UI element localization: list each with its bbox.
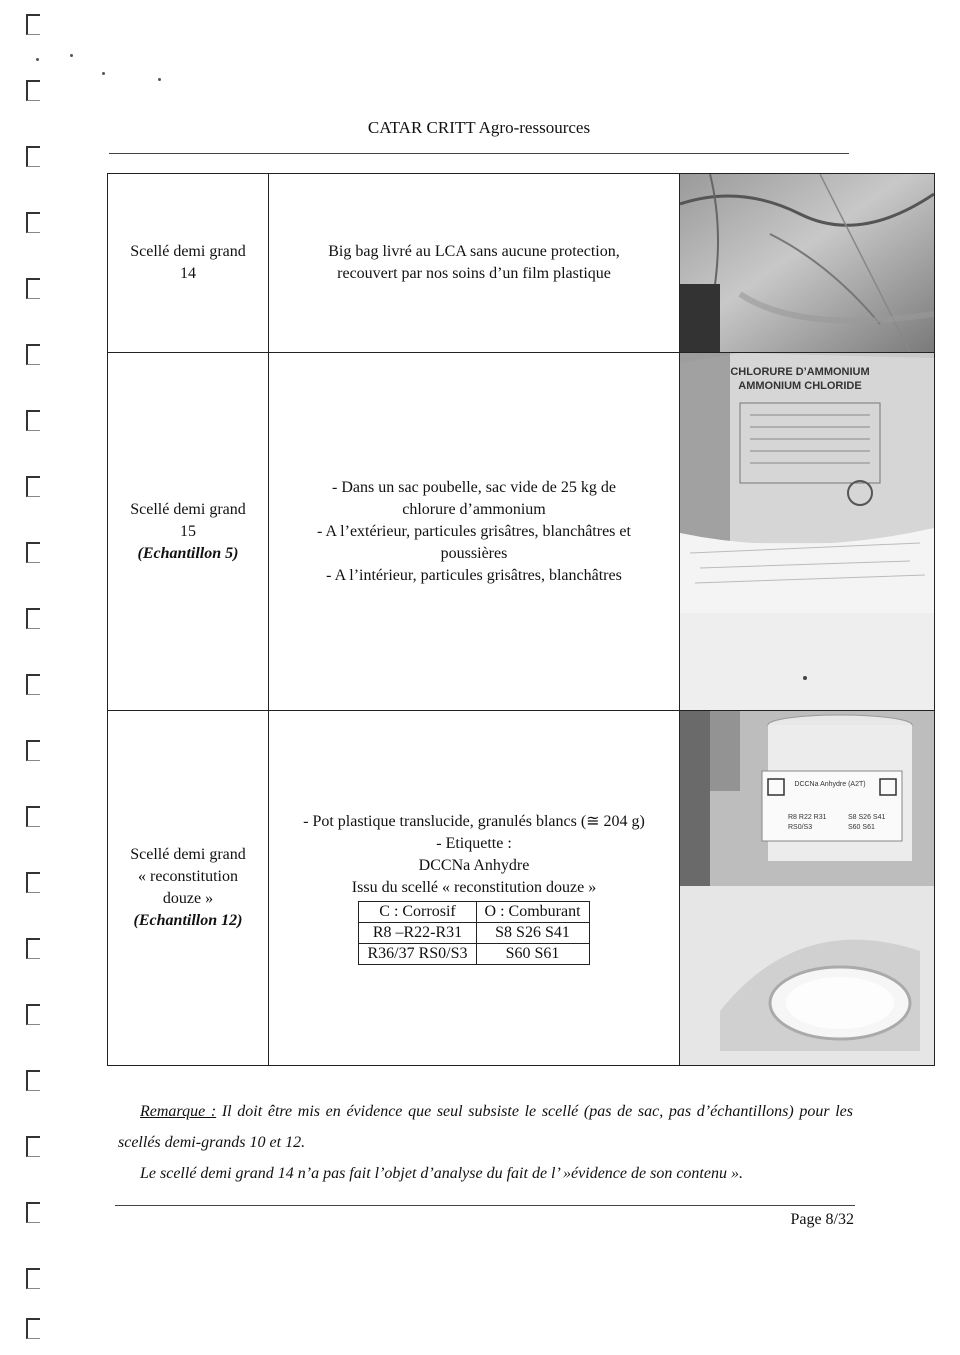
description-line: recouvert par nos soins d’un film plastique xyxy=(337,265,611,282)
bag-label-line: CHLORURE D’AMMONIUM xyxy=(730,366,870,378)
table-cell: R36/37 RS0/S3 xyxy=(359,944,476,965)
table-cell: C : Corrosif xyxy=(359,902,476,923)
hazard-label-table xyxy=(358,901,589,965)
description-line: - Dans un sac poubelle, sac vide de 25 kg de xyxy=(332,478,616,496)
jar-label-code: RS0/S3 xyxy=(788,824,813,831)
binder-hole xyxy=(26,1268,40,1289)
table-cell: S8 S26 S41 xyxy=(476,923,589,944)
bag-label-line: AMMONIUM CHLORIDE xyxy=(738,380,862,392)
table-row xyxy=(359,923,589,944)
remark-paragraph xyxy=(118,1096,853,1158)
binder-hole xyxy=(26,806,40,827)
description-line: - Etiquette : xyxy=(436,835,512,852)
jar-label-code: R8 R22 R31 xyxy=(788,814,827,821)
seal-line: 15 xyxy=(180,522,196,540)
photo-cell xyxy=(680,711,935,1066)
jar-label-code: S8 S26 S41 xyxy=(848,814,886,821)
description-cell xyxy=(269,353,680,711)
table-row xyxy=(359,944,589,965)
description-line: DCCNa Anhydre xyxy=(418,857,530,874)
binder-hole xyxy=(26,938,40,959)
description-line: poussières xyxy=(440,544,508,562)
binder-hole xyxy=(26,1004,40,1025)
description-cell xyxy=(269,711,680,1066)
seal-cell xyxy=(108,711,269,1066)
seal-line: 14 xyxy=(180,265,196,282)
binder-hole xyxy=(26,674,40,695)
seal-cell xyxy=(108,353,269,711)
binder-hole xyxy=(26,146,40,167)
binder-hole xyxy=(26,80,40,101)
seal-line: douze » xyxy=(162,890,214,907)
seal-cell xyxy=(108,174,269,353)
footer-rule xyxy=(115,1205,855,1206)
binder-hole xyxy=(26,410,40,431)
description-line: Issu du scellé « reconstitution douze » xyxy=(351,879,597,896)
binder-hole xyxy=(26,872,40,893)
description-cell xyxy=(269,174,680,353)
seal-line: Scellé demi grand xyxy=(130,846,246,863)
remark-note xyxy=(118,1096,853,1189)
table-row xyxy=(108,174,935,353)
header-rule xyxy=(109,153,849,154)
binder-hole xyxy=(26,278,40,299)
jar-label-code: S60 S61 xyxy=(848,824,875,831)
page-header: CATAR CRITT Agro-ressources xyxy=(367,118,591,137)
seals-table xyxy=(107,173,935,1066)
binder-hole xyxy=(26,476,40,497)
remark-paragraph: Le scellé demi grand 14 n’a pas fait l’objet d’analyse du fait de l’ »évidence de son contenu ». xyxy=(140,1165,743,1182)
remark-text: Il doit être mis en évidence que seul subsiste le scellé (pas de sac, pas d’échantillons) pour les scellés demi-grands 10 et 12. xyxy=(118,1103,853,1151)
photo-cell xyxy=(680,174,935,353)
table-row xyxy=(108,711,935,1066)
seal-line: Scellé demi grand xyxy=(130,243,246,260)
binder-hole xyxy=(26,1136,40,1157)
seal-line: Scellé demi grand xyxy=(130,500,246,518)
binder-hole xyxy=(26,542,40,563)
remark-label: Remarque : xyxy=(140,1103,217,1120)
binder-hole xyxy=(26,14,40,35)
seal-line: « reconstitution xyxy=(138,868,238,885)
binder-hole xyxy=(26,212,40,233)
bag-photo xyxy=(680,353,934,710)
table-cell: S60 S61 xyxy=(476,944,589,965)
page-number: Page 8/32 xyxy=(790,1211,854,1228)
binder-hole xyxy=(26,1202,40,1223)
jar-photo xyxy=(680,711,934,1065)
binder-hole xyxy=(26,740,40,761)
photo-cell xyxy=(680,353,935,711)
description-line: - A l’intérieur, particules grisâtres, blanchâtres xyxy=(326,566,622,584)
description-line: chlorure d’ammonium xyxy=(402,500,546,518)
binder-hole xyxy=(26,1318,40,1339)
table-row xyxy=(108,353,935,711)
sample-label: (Echantillon 5) xyxy=(137,544,239,562)
sample-label: (Echantillon 12) xyxy=(133,912,243,929)
big-bag-photo xyxy=(680,174,934,352)
table-row xyxy=(359,902,589,923)
binder-hole xyxy=(26,1070,40,1091)
description-line: - Pot plastique translucide, granulés blancs (≅ 204 g) xyxy=(303,813,645,830)
table-cell: O : Comburant xyxy=(476,902,589,923)
binder-holes xyxy=(0,0,50,1355)
table-cell: R8 –R22-R31 xyxy=(359,923,476,944)
jar-label-title: DCCNa Anhydre (A2T) xyxy=(794,781,866,788)
binder-hole xyxy=(26,344,40,365)
description-line: Big bag livré au LCA sans aucune protection, xyxy=(328,243,620,260)
description-line: - A l’extérieur, particules grisâtres, blanchâtres et xyxy=(317,522,631,540)
binder-hole xyxy=(26,608,40,629)
